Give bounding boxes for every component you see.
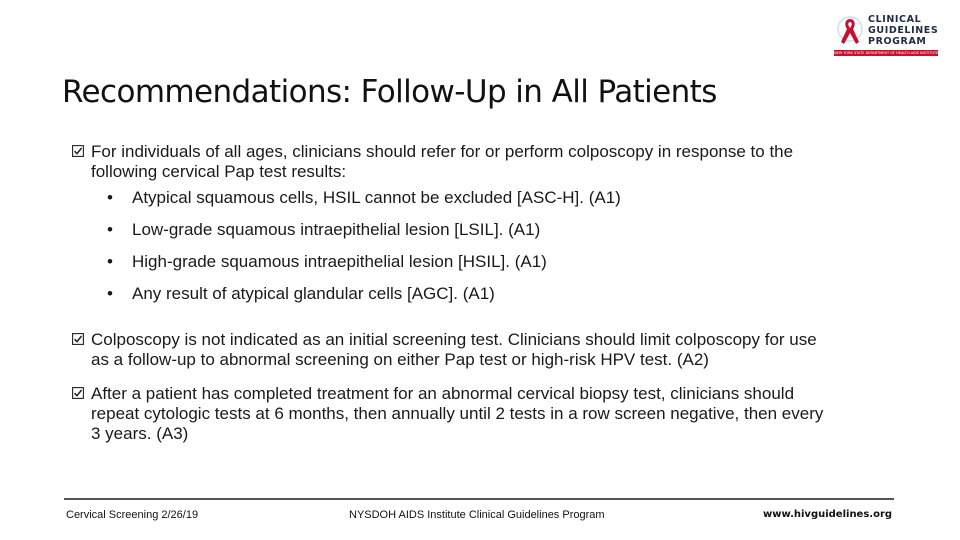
list-item bbox=[91, 188, 832, 220]
clinical-guidelines-logo bbox=[830, 12, 940, 60]
recommendation-text: After a patient has completed treatment for an abnormal cervical biopsy test, clinicians should repeat cytologic tests at 6 months, then annually until 2 tests in a row screen negative, then every 3 years. (A3) bbox=[91, 384, 824, 443]
footer-website-link[interactable]: www.hivguidelines.org bbox=[763, 509, 893, 520]
aids-ribbon-icon bbox=[837, 16, 863, 52]
list-item-text: Any result of atypical glandular cells [AGC]. (A1) bbox=[132, 284, 495, 303]
list-item bbox=[91, 220, 832, 252]
list-item bbox=[91, 284, 832, 316]
logo-tagline-bar bbox=[834, 50, 938, 56]
bullet: • bbox=[107, 284, 113, 303]
checked-box-icon bbox=[72, 333, 84, 345]
recommendation-post-treatment bbox=[72, 384, 832, 444]
recommendation-colposcopy-referral bbox=[72, 142, 832, 316]
footer-program-name: NYSDOH AIDS Institute Clinical Guidelines Program bbox=[349, 509, 605, 521]
logo-line-3: PROGRAM bbox=[868, 36, 927, 47]
bullet: • bbox=[107, 252, 113, 271]
checked-box-icon bbox=[72, 387, 84, 399]
bullet: • bbox=[107, 188, 113, 207]
recommendation-text: Colposcopy is not indicated as an initial screening test. Clinicians should limit colposcopy for use as a follow-up to abnormal screening on either Pap test or high-risk HPV test. (A2) bbox=[91, 330, 817, 369]
recommendation-text: For individuals of all ages, clinicians should refer for or perform colposcopy in response to the following cervical Pap test results: bbox=[91, 142, 794, 181]
logo-line-1: CLINICAL bbox=[868, 14, 922, 25]
list-item-text: High-grade squamous intraepithelial lesion [HSIL]. (A1) bbox=[132, 252, 547, 271]
footer-divider bbox=[64, 498, 894, 500]
recommendations-list bbox=[72, 142, 832, 444]
list-item-text: Atypical squamous cells, HSIL cannot be excluded [ASC-H]. (A1) bbox=[132, 188, 621, 207]
logo-text bbox=[868, 14, 938, 47]
list-item bbox=[91, 252, 832, 284]
logo-tagline: NEW YORK STATE DEPARTMENT OF HEALTH AIDS INSTITUTE bbox=[834, 51, 938, 55]
pap-result-list bbox=[91, 188, 832, 316]
bullet: • bbox=[107, 220, 113, 239]
list-item-text: Low-grade squamous intraepithelial lesion [LSIL]. (A1) bbox=[132, 220, 541, 239]
recommendation-colposcopy-limit bbox=[72, 330, 832, 370]
checked-box-icon bbox=[72, 145, 84, 157]
logo-line-2: GUIDELINES bbox=[868, 25, 939, 36]
page-title: Recommendations: Follow-Up in All Patients bbox=[62, 74, 717, 110]
footer-slide-label: Cervical Screening 2/26/19 bbox=[66, 509, 199, 521]
